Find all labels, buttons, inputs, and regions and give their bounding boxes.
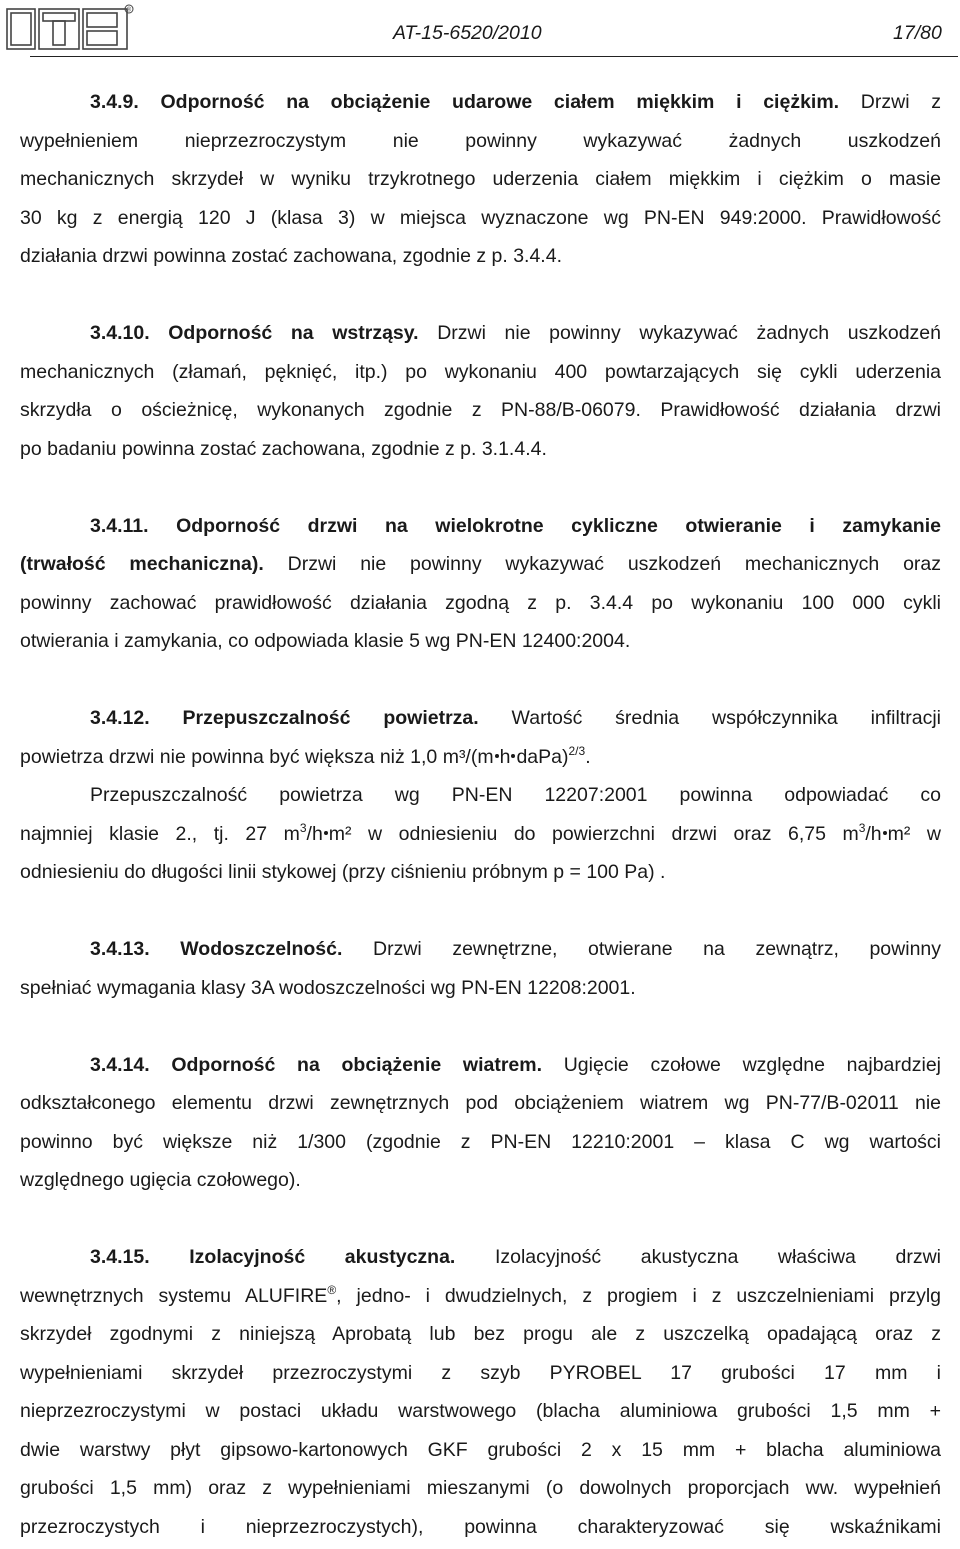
paragraph-line: nieprzezroczystymi w postaci układu warstwowego (blacha aluminiowa grubości 1,5 mm + (20, 1400, 941, 1422)
paragraph-line: mechanicznych (złamań, pęknięć, itp.) po wykonaniu 400 powtarzających się cykli uderzenia (20, 360, 941, 383)
document-code: AT-15-6520/2010 (393, 22, 542, 44)
page-header (0, 0, 960, 72)
paragraph-line: powinno być większe niż 1/300 (zgodnie z PN-EN 12210:2001 – klasa C wg wartości (20, 1130, 941, 1153)
itb-logo-icon (6, 4, 134, 50)
section-title-continued: (trwałość mechaniczna). (20, 553, 264, 575)
section-number: 3.4.15. (90, 1246, 150, 1268)
paragraph-line: otwierania i zamykania, co odpowiada klasie 5 wg PN-EN 12400:2004. (20, 630, 631, 652)
section-title: Odporność na wstrząsy. (168, 322, 419, 344)
document-body (20, 83, 941, 1546)
header-divider (30, 56, 958, 57)
section-title: Przepuszczalność powietrza. (182, 707, 479, 729)
paragraph-line: powietrza drzwi nie powinna być większa niż 1,0 m³/(m h daPa)$^{2/3}$. (20, 743, 591, 768)
section-3-4-13-line-1: 3.4.13. Wodoszczelność. Drzwi zewnętrzne, otwierane na zewnątrz, powinny (90, 938, 942, 960)
paragraph-line: 30 kg z energią 120 J (klasa 3) w miejsca wyznaczone wg PN-EN 949:2000. Prawidłowość (20, 206, 941, 229)
section-3-4-10-line-1: 3.4.10. Odporność na wstrząsy. Drzwi nie powinny wykazywać żadnych uszkodzeń (90, 322, 941, 344)
paragraph-line: działania drzwi powinna zostać zachowana, zgodnie z p. 3.4.4. (20, 245, 562, 267)
paragraph-line: skrzydła o ościeżnicę, wykonanych zgodnie z PN-88/B-06079. Prawidłowość działania drzwi (20, 399, 941, 421)
paragraph-line: spełniać wymagania klasy 3A wodoszczelności wg PN-EN 12208:2001. (20, 976, 636, 999)
paragraph-line: grubości 1,5 mm) oraz z wypełnieniami mieszanymi (o dowolnych proporcjach ww. wypełnień (20, 1477, 941, 1499)
section-number: 3.4.11. (90, 514, 149, 537)
section-number: 3.4.12. (90, 707, 150, 729)
page-number: 17/80 (893, 22, 942, 44)
paragraph-line: skrzydeł zgodnymi z niniejszą Aprobatą lub bez progu ale z uszczelką opadającą oraz z (20, 1323, 941, 1345)
paragraph-line: dwie warstwy płyt gipsowo-kartonowych GKF grubości 2 x 15 mm + blacha aluminiowa (20, 1438, 941, 1461)
paragraph-line: przezroczystych i nieprzezroczystych), powinna charakteryzować się wskaźnikami (20, 1515, 941, 1538)
section-3-4-11-line-1 (20, 507, 941, 546)
paragraph-line: po badaniu powinna zostać zachowana, zgodnie z p. 3.1.4.4. (20, 437, 547, 460)
paragraph-line: wypełnieniami skrzydeł przezroczystymi z szyb PYROBEL 17 grubości 17 mm i (20, 1361, 941, 1384)
section-3-4-12-line-1: 3.4.12. Przepuszczalność powietrza. Wartość średnia współczynnika infiltracji (90, 707, 941, 729)
section-3-4-15-line-1: 3.4.15. Izolacyjność akustyczna. Izolacyjność akustyczna właściwa drzwi (90, 1246, 941, 1268)
section-number: 3.4.14. (90, 1053, 150, 1076)
paragraph-line: mechanicznych skrzydeł w wyniku trzykrotnego uderzenia ciałem miękkim i ciężkim o masie (20, 168, 941, 190)
section-title: Izolacyjność akustyczna. (189, 1246, 456, 1268)
section-title: Odporność drzwi na wielokrotne cykliczne otwieranie i zamykanie (176, 514, 941, 537)
section-title: Odporność na obciążenie udarowe ciałem miękkim i ciężkim. (160, 91, 840, 113)
section-3-4-11-line-2: (trwałość mechaniczna). Drzwi nie powinny wykazywać uszkodzeń mechanicznych oraz (20, 553, 942, 575)
section-3-4-9-line-1: 3.4.9. Odporność na obciążenie udarowe ciałem miękkim i ciężkim. Drzwi z (90, 91, 941, 113)
section-title: Odporność na obciążenie wiatrem. (171, 1053, 543, 1076)
section-number: 3.4.10. (90, 322, 150, 344)
paragraph-line: wypełnieniem nieprzezroczystym nie powinny wykazywać żadnych uszkodzeń (20, 129, 941, 152)
registered-mark: ® (126, 7, 132, 14)
paragraph-line: Przepuszczalność powietrza wg PN-EN 12207:2001 powinna odpowiadać co (90, 784, 941, 806)
section-number: 3.4.13. (90, 938, 150, 960)
section-3-4-14-line-1: 3.4.14. Odporność na obciążenie wiatrem. Ugięcie czołowe względne najbardziej (90, 1053, 941, 1076)
paragraph-line: wewnętrznych systemu ALUFIRE®, jedno- i dwudzielnych, z progiem i z uszczelnieniami przylg (20, 1282, 942, 1307)
section-number: 3.4.9. (90, 91, 139, 113)
paragraph-line: odniesieniu do długości linii stykowej (przy ciśnieniu próbnym p = 100 Pa) . (20, 861, 666, 883)
paragraph-line: odkształconego elementu drzwi zewnętrznych pod obciążeniem wiatrem wg PN-77/B-02011 nie (20, 1092, 941, 1114)
section-title: Wodoszczelność. (180, 938, 343, 960)
paragraph-line: najmniej klasie 2., tj. 27 $m^3/h$ m² w odniesieniu do powierzchni drzwi oraz 6,75 $m^3/h$ m² w (20, 820, 941, 845)
paragraph-line: powinny zachować prawidłowość działania zgodną z p. 3.4.4 po wykonaniu 100 000 cykli (20, 591, 941, 614)
paragraph-line: względnego ugięcia czołowego). (20, 1169, 301, 1191)
